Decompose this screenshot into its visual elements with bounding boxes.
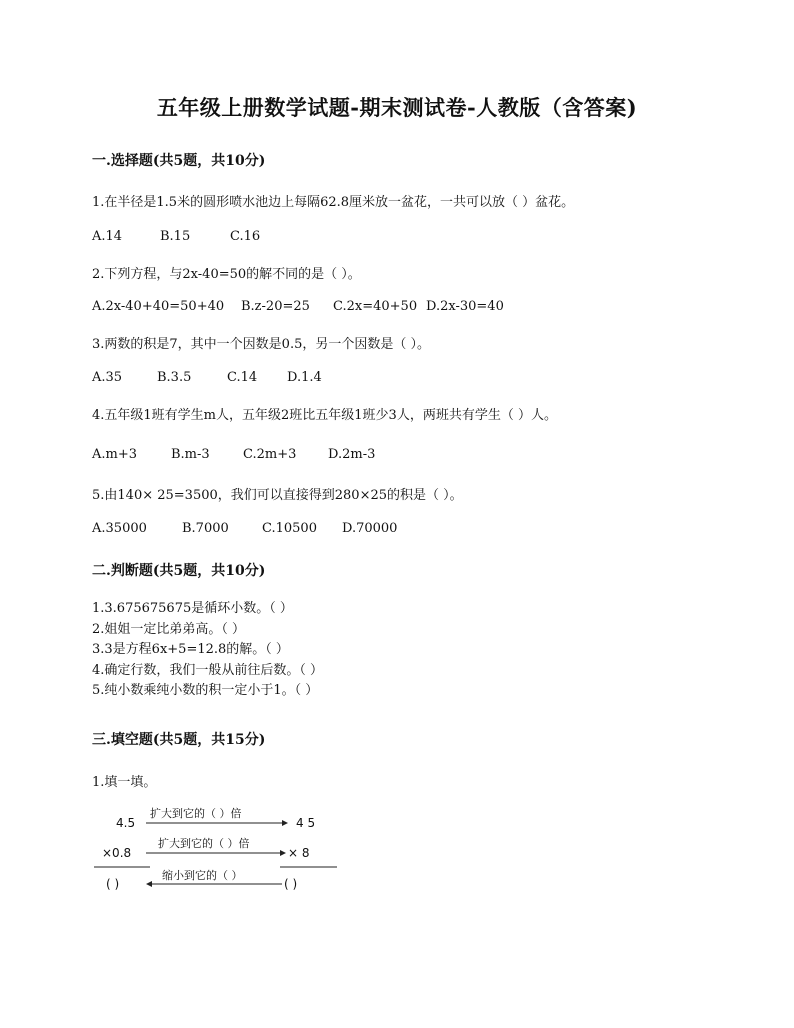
right-top-number: 4 5 [296,816,316,830]
right-multiplier: × 8 [288,846,310,860]
option-c: C.14 [227,370,258,385]
right-result-blank: ( ) [284,877,298,891]
question-5: 5.由140× 25=3500，我们可以直接得到280×25的积是（ ）。 [92,488,463,503]
page-title: 五年级上册数学试题-期末测试卷-人教版（含答案) [156,95,638,120]
option-b: B.3.5 [157,370,192,385]
options-3 [92,370,322,385]
option-a: A.m+3 [92,447,138,462]
option-d: D.2x-30=40 [426,299,504,314]
section-heading-choice: 一.选择题(共5题，共10分) [92,153,266,169]
option-b: B.m-3 [171,447,210,462]
option-d: D.2m-3 [328,447,376,462]
left-multiplier: ×0.8 [102,846,132,860]
options-4 [92,447,375,462]
option-c: C.16 [230,229,261,244]
left-result-blank: ( ) [106,877,120,891]
judge-item-3: 3.3是方程6x+5=12.8的解。（ ） [92,642,289,657]
section-heading-judge: 二.判断题(共5题，共10分) [92,563,266,579]
arrowhead-left-icon [146,881,152,887]
judge-item-4: 4.确定行数，我们一般从前往后数。（ ） [92,662,324,678]
option-b: B.15 [160,229,191,244]
question-4: 4.五年级1班有学生m人，五年级2班比五年级1班少3人，两班共有学生（ ）人。 [92,408,557,423]
option-a: A.35 [92,370,123,385]
question-3: 3.两数的积是7，其中一个因数是0.5，另一个因数是（ ）。 [92,337,430,352]
left-top-number: 4.5 [116,816,136,830]
option-c: C.2m+3 [243,447,297,462]
arrowhead-right-icon [280,850,286,856]
judge-item-1: 1.3.675675675是循环小数。（ ） [92,601,293,616]
arrow-label-2: 扩大到它的（ ）倍 [158,837,250,850]
question-1: 1.在半径是1.5米的圆形喷水池边上每隔62.8厘米放一盆花，一共可以放（ ）盆花。 [92,195,575,210]
judge-item-5: 5.纯小数乘纯小数的积一定小于1。（ ） [92,683,319,698]
options-1 [92,229,260,244]
option-c: C.2x=40+50 [333,299,418,314]
option-d: D.1.4 [287,370,322,385]
question-2: 2.下列方程，与2x-40=50的解不同的是（ ）。 [92,267,361,282]
judge-list [92,599,323,702]
option-a: A.35000 [92,521,147,536]
section-heading-fill: 三.填空题(共5题，共15分) [92,732,266,748]
fill-question-1: 1.填一填。 [92,775,157,790]
arrow-label-1: 扩大到它的（ ）倍 [150,807,242,820]
option-d: D.70000 [342,521,398,536]
options-2 [92,299,504,314]
arrowhead-right-icon [282,820,288,826]
option-b: B.7000 [182,521,229,536]
multiplication-diagram [92,803,352,903]
option-a: A.2x-40+40=50+40 [92,299,225,314]
option-b: B.z-20=25 [241,299,310,314]
option-c: C.10500 [262,521,317,536]
option-a: A.14 [92,229,123,244]
arrow-label-3: 缩小到它的（ ） [162,869,243,882]
options-5 [92,521,397,536]
judge-item-2: 2.姐姐一定比弟弟高。（ ） [92,621,246,637]
